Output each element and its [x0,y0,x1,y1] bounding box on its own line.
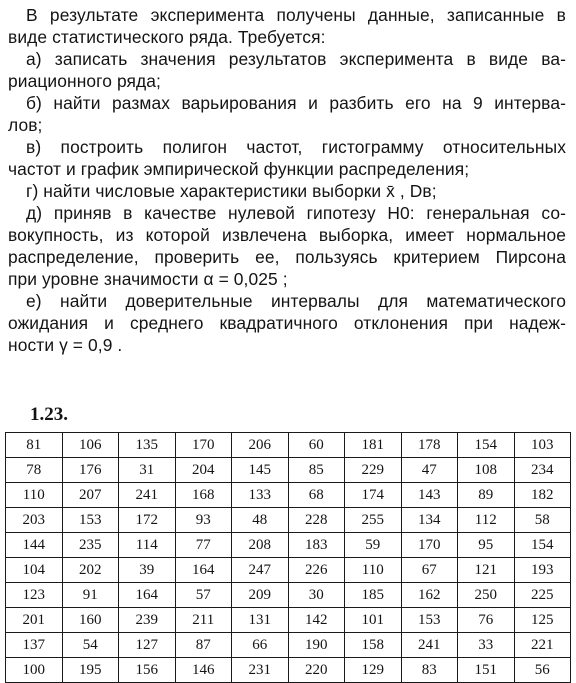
table-cell: 91 [62,583,119,608]
table-cell: 57 [175,583,232,608]
table-cell: 160 [62,608,119,633]
table-cell: 85 [288,458,345,483]
table-cell: 211 [175,608,232,633]
table-cell: 182 [514,483,571,508]
table-cell: 56 [514,658,571,683]
task-line: б) найти размах варьирования и разбить его на 9 интерва- [26,93,566,113]
task-item [8,290,566,356]
table-cell: 100 [6,658,63,683]
table-cell: 123 [6,583,63,608]
task-line: ожидания и среднего квадратичного отклонения при надеж- [8,313,566,333]
table-cell: 83 [401,658,458,683]
table-cell: 54 [62,633,119,658]
table-cell: 59 [345,533,402,558]
table-cell: 31 [119,458,176,483]
table-cell: 95 [458,533,515,558]
table-cell: 33 [458,633,515,658]
problem-number: 1.23. [30,404,68,425]
table-cell: 121 [458,558,515,583]
table-cell: 30 [288,583,345,608]
table-cell: 231 [232,658,289,683]
table-cell: 48 [232,508,289,533]
table-cell: 181 [345,433,402,458]
table-cell: 93 [175,508,232,533]
table-row [6,458,571,483]
table-cell: 154 [514,533,571,558]
table-cell: 145 [232,458,289,483]
table-cell: 203 [6,508,63,533]
table-cell: 76 [458,608,515,633]
task-line: а) записать значения результатов эксперимента в виде ва- [26,49,566,69]
table-cell: 185 [345,583,402,608]
table-cell: 193 [514,558,571,583]
table-cell: 60 [288,433,345,458]
task-item [8,202,566,290]
table-cell: 127 [119,633,176,658]
table-cell: 151 [458,658,515,683]
table-cell: 114 [119,533,176,558]
table-cell: 168 [175,483,232,508]
table-cell: 234 [514,458,571,483]
task-list [8,48,566,356]
table-cell: 220 [288,658,345,683]
table-cell: 195 [62,658,119,683]
table-row [6,533,571,558]
table-cell: 153 [62,508,119,533]
table-cell: 47 [401,458,458,483]
table-cell: 221 [514,633,571,658]
task-line: распределение, проверить ее, пользуясь критерием Пирсона [8,247,566,267]
table-cell: 158 [345,633,402,658]
table-cell: 183 [288,533,345,558]
table-cell: 226 [288,558,345,583]
table-cell: 77 [175,533,232,558]
task-line: д) приняв в качестве нулевой гипотезу H0: генеральная со- [26,203,566,223]
table-row [6,633,571,658]
table-cell: 135 [119,433,176,458]
task-item [8,180,566,202]
table-cell: 66 [232,633,289,658]
table-cell: 162 [401,583,458,608]
table-cell: 176 [62,458,119,483]
table-cell: 143 [401,483,458,508]
table-cell: 81 [6,433,63,458]
table-cell: 101 [345,608,402,633]
table-cell: 154 [458,433,515,458]
table-cell: 201 [6,608,63,633]
table-cell: 110 [6,483,63,508]
table-cell: 241 [119,483,176,508]
table-row [6,433,571,458]
table-cell: 89 [458,483,515,508]
table-cell: 108 [458,458,515,483]
task-line: в) построить полигон частот, гистограмму относительных [26,137,566,157]
task-line: при уровне значимости α = 0,025 ; [8,269,288,289]
intro-paragraph: В результате эксперимента получены данные, записанные в виде статистического ряда. Требуется: [8,5,566,47]
table-row [6,508,571,533]
table-cell: 239 [119,608,176,633]
task-line: е) найти доверительные интервалы для математического [26,291,566,311]
table-cell: 190 [288,633,345,658]
table-cell: 255 [345,508,402,533]
table-cell: 142 [288,608,345,633]
table-cell: 156 [119,658,176,683]
task-line: лов; [8,115,43,135]
table-cell: 225 [514,583,571,608]
table-cell: 133 [232,483,289,508]
table-cell: 125 [514,608,571,633]
table-cell: 78 [6,458,63,483]
table-cell: 112 [458,508,515,533]
task-line: ности γ = 0,9 . [8,335,123,355]
table-row [6,558,571,583]
table-cell: 250 [458,583,515,608]
table-cell: 206 [232,433,289,458]
table-cell: 68 [288,483,345,508]
table-cell: 58 [514,508,571,533]
table-cell: 129 [345,658,402,683]
table-cell: 235 [62,533,119,558]
data-table [5,432,571,683]
table-cell: 247 [232,558,289,583]
table-cell: 104 [6,558,63,583]
table-cell: 229 [345,458,402,483]
table-cell: 202 [62,558,119,583]
table-cell: 172 [119,508,176,533]
table-cell: 131 [232,608,289,633]
table-cell: 228 [288,508,345,533]
task-item [8,48,566,92]
table-row [6,608,571,633]
table-cell: 164 [175,558,232,583]
table-cell: 174 [345,483,402,508]
problem-statement [8,4,566,356]
table-cell: 153 [401,608,458,633]
table-cell: 207 [62,483,119,508]
task-item [8,136,566,180]
table-cell: 204 [175,458,232,483]
table-cell: 170 [401,533,458,558]
task-line: частот и график эмпирической функции распределения; [8,159,470,179]
table-cell: 103 [514,433,571,458]
table-row [6,658,571,683]
table-cell: 164 [119,583,176,608]
table-cell: 110 [345,558,402,583]
table-cell: 134 [401,508,458,533]
table-cell: 209 [232,583,289,608]
task-line: вокупность, из которой извлечена выборка, имеет нормальное [8,225,566,245]
table-cell: 170 [175,433,232,458]
table-cell: 67 [401,558,458,583]
table-cell: 178 [401,433,458,458]
task-item [8,92,566,136]
table-cell: 208 [232,533,289,558]
table-row [6,583,571,608]
table-cell: 146 [175,658,232,683]
table-cell: 39 [119,558,176,583]
table-cell: 144 [6,533,63,558]
table-row [6,483,571,508]
task-line: риационного ряда; [8,71,161,91]
table-cell: 137 [6,633,63,658]
table-cell: 241 [401,633,458,658]
table-cell: 106 [62,433,119,458]
task-line: г) найти числовые характеристики выборки x̄ , Dв; [26,181,437,201]
table-cell: 87 [175,633,232,658]
